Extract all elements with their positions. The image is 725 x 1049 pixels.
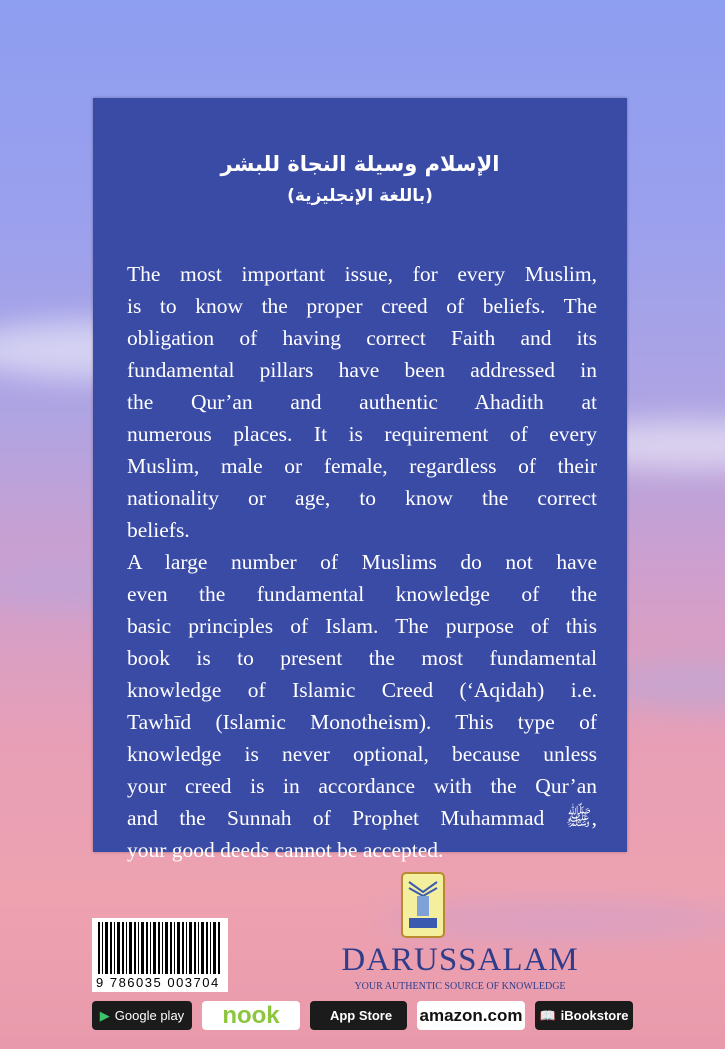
text-line: and the Sunnah of Prophet Muhammad ﷺ, — [127, 806, 597, 830]
text-line: even the fundamental knowledge of the — [127, 582, 597, 606]
text-line: book is to present the most fundamental — [127, 646, 597, 670]
amazon-badge[interactable]: amazon.com — [417, 1001, 525, 1030]
text-line: your good deeds cannot be accepted. — [127, 838, 444, 862]
publisher-logo — [401, 872, 445, 938]
play-icon: ▶ — [99, 1007, 110, 1023]
text-line: your creed is in accordance with the Qur’an — [127, 774, 597, 798]
text-line: fundamental pillars have been addressed in — [127, 358, 597, 382]
text-line: Tawhīd (Islamic Monotheism). This type of — [127, 710, 597, 734]
publisher-tagline: YOUR AUTHENTIC SOURCE OF KNOWLEDGE — [354, 981, 566, 992]
isbn: 9 786035 003704 — [96, 975, 220, 990]
text-line: nationality or age, to know the correct — [127, 486, 597, 510]
text-line: The most important issue, for every Muslim, — [127, 262, 597, 286]
app-store-badge[interactable]: App Store — [310, 1001, 407, 1030]
text-line: knowledge is never optional, because unless — [127, 742, 597, 766]
text-line: beliefs. — [127, 518, 190, 542]
google-play-badge[interactable]: ▶ Google play — [92, 1001, 192, 1030]
book-icon: 📖 — [539, 1007, 556, 1023]
arabic-title: الإسلام وسيلة النجاة للبشر — [220, 152, 500, 176]
text-line: obligation of having correct Faith and its — [127, 326, 597, 350]
text-line: knowledge of Islamic Creed (‘Aqidah) i.e. — [127, 678, 597, 702]
description-panel — [93, 98, 627, 862]
description-text — [127, 258, 597, 866]
text-line: is to know the proper creed of beliefs. The — [127, 294, 597, 318]
arabic-subtitle: (باللغة الإنجليزية) — [287, 186, 433, 206]
barcode — [92, 918, 228, 992]
barcode-bars — [98, 922, 220, 974]
ibookstore-badge[interactable]: 📖 iBookstore — [535, 1001, 633, 1030]
text-line: numerous places. It is requirement of every — [127, 422, 597, 446]
text-line: basic principles of Islam. The purpose of this — [127, 614, 597, 638]
text-line: the Qur’an and authentic Ahadith at — [127, 390, 597, 414]
nook-badge[interactable]: nook — [202, 1001, 300, 1030]
text-line: Muslim, male or female, regardless of their — [127, 454, 597, 478]
text-line: A large number of Muslims do not have — [127, 550, 597, 574]
publisher-name: DARUSSALAM — [341, 942, 579, 978]
